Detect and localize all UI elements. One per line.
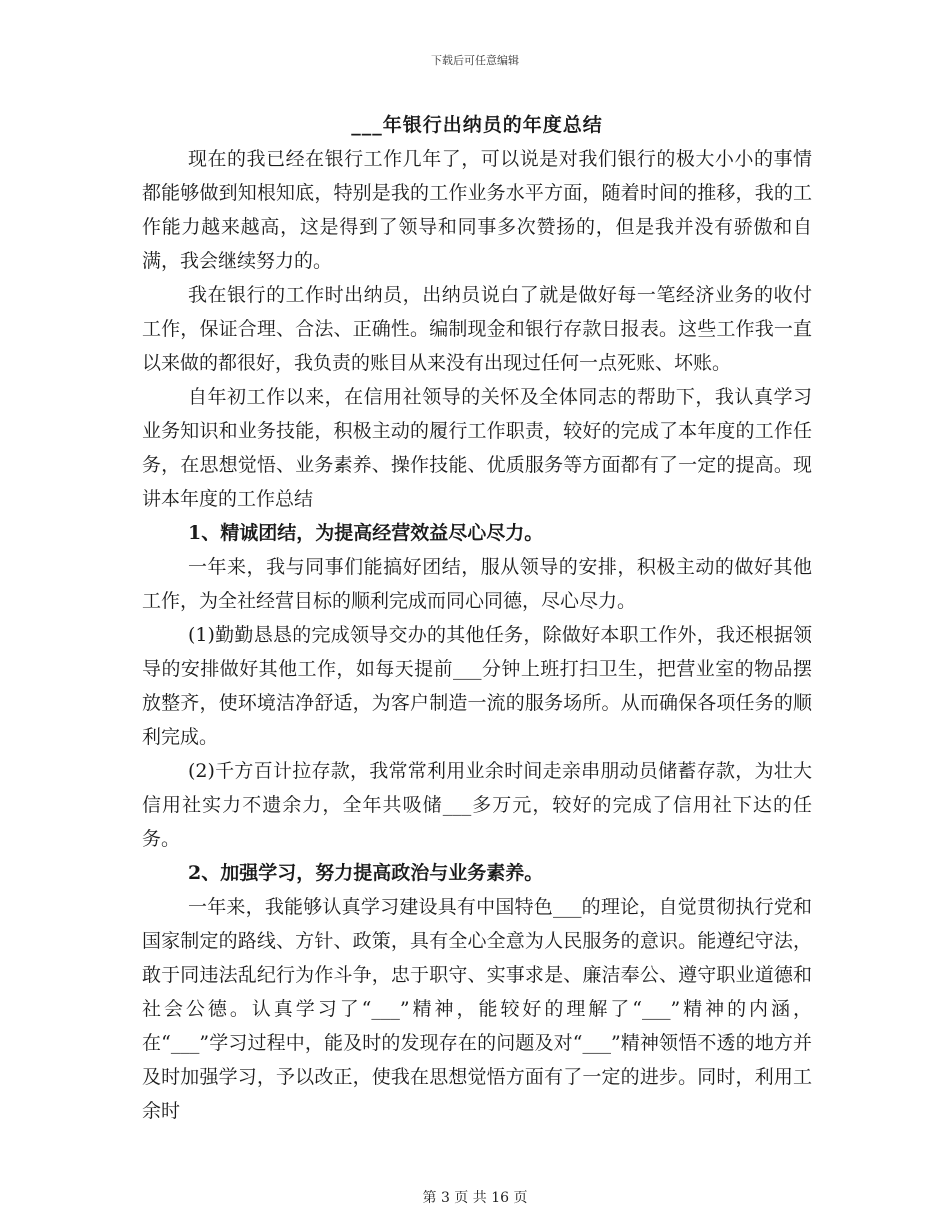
paragraph: 现在的我已经在银行工作几年了，可以说是对我们银行的极大小小的事情都能够做到知根知底，特别是我的工作业务水平方面，随着时间的推移，我的工作能力越来越高，这是得到了领导和同事多次赞扬的，但是我并没有骄傲和自满，我会继续努力的。: [142, 148, 812, 272]
paragraph: (2)千方百计拉存款，我常常利用业余时间走亲串朋动员储蓄存款，为壮大信用社实力不遗余力，全年共吸储___多万元，较好的完成了信用社下达的任务。: [142, 760, 812, 850]
section-heading: 1、精诚团结，为提高经营效益尽心尽力。: [188, 522, 544, 544]
paragraph: 一年来，我与同事们能搞好团结，服从领导的安排，积极主动的做好其他工作，为全社经营目标的顺利完成而同心同德，尽心尽力。: [142, 556, 812, 612]
paragraph: 自年初工作以来，在信用社领导的关怀及全体同志的帮助下，我认真学习业务知识和业务技能，积极主动的履行工作职责，较好的完成了本年度的工作任务，在思想觉悟、业务素养、操作技能、优质服务等方面都有了一定的提高。现讲本年度的工作总结: [142, 386, 812, 510]
paragraph: (1)勤勤恳恳的完成领导交办的其他任务，除做好本职工作外，我还根据领导的安排做好其他工作，如每天提前___分钟上班打扫卫生，把营业室的物品摆放整齐，使环境洁净舒适，为客户制造一流的服务场所。从而确保各项任务的顺利完成。: [142, 624, 812, 748]
page-header-note: 下载后可任意编辑: [431, 54, 519, 67]
paragraph: 一年来，我能够认真学习建设具有中国特色___的理论，自觉贯彻执行党和国家制定的路线、方针、政策，具有全心全意为人民服务的意识。能遵纪守法，敢于同违法乱纪行为作斗争，忠于职守、实事求是、廉洁奉公、遵守职业道德和社会公德。认真学习了“___”精神，能较好的理解了“___”精神的内涵，在“___”学习过程中，能及时的发现存在的问题及对“___”精神领悟不透的地方并及时加强学习，予以改正，使我在思想觉悟方面有了一定的进步。同时，利用工余时: [142, 896, 812, 1122]
paragraph: 我在银行的工作时出纳员，出纳员说白了就是做好每一笔经济业务的收付工作，保证合理、合法、正确性。编制现金和银行存款日报表。这些工作我一直以来做的都很好，我负责的账目从来没有出现过任何一点死账、坏账。: [142, 284, 812, 374]
document-title: ___年银行出纳员的年度总结: [351, 114, 603, 136]
document-body: [142, 108, 812, 1128]
section-heading: 2、加强学习，努力提高政治与业务素养。: [188, 862, 544, 884]
page-number: 第 3 页 共 16 页: [422, 1190, 528, 1206]
